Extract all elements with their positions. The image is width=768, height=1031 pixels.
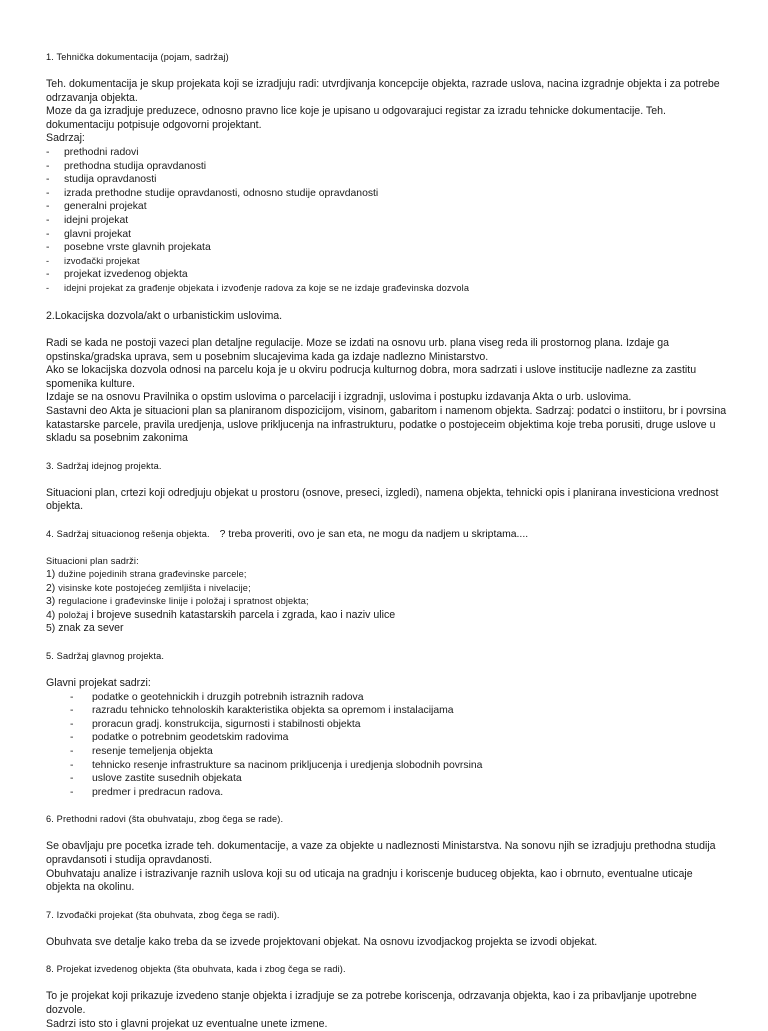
list-item: - prethodni radovi [46, 146, 728, 160]
section-2-paragraph: Izdaje se na osnovu Pravilnika o opstim uslovima o parcelaciji i izgradnji, uslovima i postupku izdavanja Akta o urb. uslovima. [46, 391, 728, 405]
item-number: 1) [46, 569, 55, 580]
item-number: 4) [46, 610, 55, 621]
section-4-list [46, 568, 728, 636]
section-2-paragraph: Radi se kada ne postoji vazeci plan detaljne regulacije. Moze se izdati na osnovu urb. plana viseg reda ili prostornog plana. Izdaje ga opstinska/gradska uprava, sem u posebnim slucajevima kada ga izdaje nadlezno Ministarstvo. [46, 337, 728, 364]
list-item: - proracun gradj. konstrukcija, sigurnosti i stabilnosti objekta [46, 718, 728, 732]
section-3-paragraph: Situacioni plan, crtezi koji odredjuju objekat u prostoru (osnove, preseci, izgledi), namena objekta, tehnicki opis i planirana investiciona vrednost objekta. [46, 487, 728, 514]
section-8-paragraph: To je projekat koji prikazuje izvedeno stanje objekta i izradjuje se za potrebe koriscenja, odrzavanja objekta, kao i za pribavljanje upotrebne dozvole. [46, 990, 728, 1017]
item-number: 3) [46, 596, 55, 607]
item-text-rest: i brojeve susednih katastarskih parcela i zgrada, kao i naziv ulice [88, 609, 395, 621]
section-1-sadrzaj-label: Sadrzaj: [46, 132, 728, 146]
item-text: dužine pojedinih strana građevinske parcele; [58, 569, 246, 579]
item-text: znak za sever [58, 622, 123, 634]
section-1-heading: 1. Tehnička dokumentacija (pojam, sadržaj) [46, 51, 728, 64]
section-3-heading: 3. Sadržaj idejnog projekta. [46, 460, 728, 473]
list-item: - izvođački projekat [46, 255, 728, 269]
list-item: - podatke o geotehnickih i druzgih potrebnih istraznih radova [46, 691, 728, 705]
list-item: - razradu tehnicko tehnoloskih karakteristika objekta sa opremom i instalacijama [46, 704, 728, 718]
section-5-subheading: Glavni projekat sadrzi: [46, 677, 728, 691]
list-item [46, 609, 728, 623]
list-item: - predmer i predracun radova. [46, 786, 728, 800]
list-item: - idejni projekat za građenje objekata i izvođenje radova za koje se ne izdaje građevinska dozvola [46, 282, 728, 296]
section-6-heading: 6. Prethodni radovi (šta obuhvataju, zbog čega se rade). [46, 813, 728, 826]
list-item: - glavni projekat [46, 228, 728, 242]
section-4-note: ? treba proveriti, ovo je san eta, ne mogu da nadjem u skriptama.... [220, 529, 528, 540]
list-item [46, 582, 728, 596]
list-item: - resenje temeljenja objekta [46, 745, 728, 759]
list-item: - tehnicko resenje infrastrukture sa nacinom prikljucenja i uredjenja slobodnih povrsina [46, 759, 728, 773]
item-text: položaj [58, 610, 88, 620]
section-4-title: 4. Sadržaj situacionog rešenja objekta. [46, 529, 210, 539]
list-item: - uslove zastite susednih objekata [46, 772, 728, 786]
list-item: - posebne vrste glavnih projekata [46, 241, 728, 255]
section-6-paragraph: Obuhvataju analize i istrazivanje raznih uslova koji su od uticaja na gradnju i koriscenje buduceg objekta, kao i obrnuto, eventualne uticaje objekta na okolinu. [46, 868, 728, 895]
section-4-heading [46, 528, 728, 541]
section-7-paragraph: Obuhvata sve detalje kako treba da se izvede projektovani objekat. Na osnovu izvodjackog projekta se izvodi objekat. [46, 936, 728, 950]
list-item: - studija opravdanosti [46, 173, 728, 187]
section-5-list [46, 691, 728, 800]
list-item: - projekat izvedenog objekta [46, 268, 728, 282]
list-item: - idejni projekat [46, 214, 728, 228]
item-text: regulacione i građevinske linije i položaj i spratnost objekta; [58, 596, 309, 606]
list-item [46, 568, 728, 582]
section-2-paragraph: Sastavni deo Akta je situacioni plan sa planiranom dispozicijom, visinom, gabaritom i namenom objekta. Sadrzaj: podatci o instiitoru, br i povrsina katastarske parcele, pravila uredjenja, uslove prikljucenja na infrastrukturu, podatke o postojeceim objektima koje treba porusiti, druge uslove u skladu sa posebnim zakonima [46, 405, 728, 446]
section-1-paragraph: Teh. dokumentacija je skup projekata koji se izradjuju radi: utvrdjivanja koncepcije objekta, razrade uslova, nacina izgradnje objekta i za potrebe odrzavanja objekta. [46, 78, 728, 105]
item-number: 5) [46, 623, 55, 634]
list-item: - prethodna studija opravdanosti [46, 160, 728, 174]
section-1-paragraph: Moze da ga izradjuje preduzece, odnosno pravno lice koje je upisano u odgovarajuci registar za izradu tehnicke dokumentacije. Teh. dokumentaciju potpisuje odgovorni projektant. [46, 105, 728, 132]
section-5-heading: 5. Sadržaj glavnog projekta. [46, 650, 728, 663]
list-item [46, 622, 728, 636]
list-item: - generalni projekat [46, 200, 728, 214]
list-item [46, 595, 728, 609]
section-7-heading: 7. Izvođački projekat (šta obuhvata, zbog čega se radi). [46, 909, 728, 922]
section-2-heading: 2.Lokacijska dozvola/akt o urbanistickim uslovima. [46, 310, 728, 324]
list-item: - podatke o potrebnim geodetskim radovima [46, 731, 728, 745]
section-2-paragraph: Ako se lokacijska dozvola odnosi na parcelu koja je u okviru podrucja kulturnog dobra, mora sadrzati i uslove institucije nadlezne za zastitu spomenika kulture. [46, 364, 728, 391]
section-4-subheading: Situacioni plan sadrži: [46, 555, 728, 568]
section-8-paragraph: Sadrzi isto sto i glavni projekat uz eventualne unete izmene. [46, 1018, 728, 1031]
section-8-heading: 8. Projekat izvedenog objekta (šta obuhvata, kada i zbog čega se radi). [46, 963, 728, 976]
item-number: 2) [46, 583, 55, 594]
section-6-paragraph: Se obavljaju pre pocetka izrade teh. dokumentacije, a vaze za objekte u nadleznosti Ministarstva. Na sonovu njih se izradjuju prethodna studija opravdansoti i studija opravdanosti. [46, 840, 728, 867]
section-1-list [46, 146, 728, 296]
list-item: - izrada prethodne studije opravdanosti, odnosno studije opravdanosti [46, 187, 728, 201]
item-text: visinske kote postojećeg zemljišta i nivelacije; [58, 583, 251, 593]
